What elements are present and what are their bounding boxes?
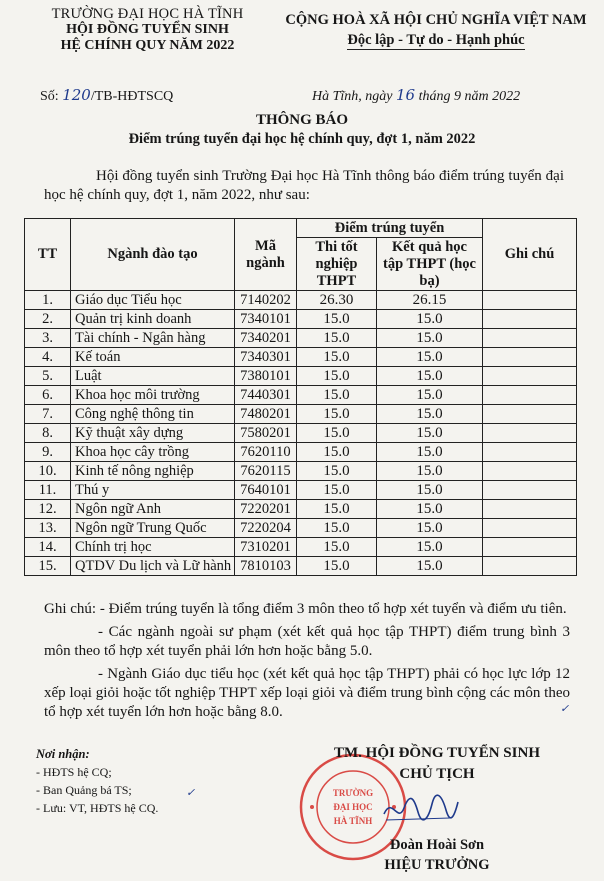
row-transcript-score: 15.0 bbox=[377, 367, 483, 386]
row-note bbox=[483, 386, 577, 405]
row-code: 7340101 bbox=[235, 310, 297, 329]
row-exam-score: 26.30 bbox=[297, 291, 377, 310]
row-transcript-score: 15.0 bbox=[377, 443, 483, 462]
row-number: 14. bbox=[25, 538, 71, 557]
header-code: Mã ngành bbox=[235, 219, 297, 291]
row-exam-score: 15.0 bbox=[297, 405, 377, 424]
signature-role: CHỦ TỊCH bbox=[399, 766, 475, 782]
table-row bbox=[25, 557, 577, 576]
header-exam: Thi tốt nghiệp THPT bbox=[297, 238, 377, 291]
row-code: 7480201 bbox=[235, 405, 297, 424]
row-transcript-score: 15.0 bbox=[377, 519, 483, 538]
row-number: 4. bbox=[25, 348, 71, 367]
row-transcript-score: 15.0 bbox=[377, 310, 483, 329]
row-exam-score: 15.0 bbox=[297, 367, 377, 386]
row-exam-score: 15.0 bbox=[297, 310, 377, 329]
council-name: HỘI ĐỒNG TUYỂN SINH bbox=[66, 22, 229, 37]
table-row bbox=[25, 405, 577, 424]
place-date bbox=[312, 86, 520, 105]
row-code: 7440301 bbox=[235, 386, 297, 405]
row-number: 5. bbox=[25, 367, 71, 386]
row-exam-score: 15.0 bbox=[297, 443, 377, 462]
table-row bbox=[25, 538, 577, 557]
row-code: 7620115 bbox=[235, 462, 297, 481]
row-exam-score: 15.0 bbox=[297, 348, 377, 367]
row-code: 7620110 bbox=[235, 443, 297, 462]
row-transcript-score: 15.0 bbox=[377, 500, 483, 519]
header-transcript: Kết quả học tập THPT (học bạ) bbox=[377, 238, 483, 291]
row-note bbox=[483, 481, 577, 500]
handwritten-initial-icon: ✓ bbox=[560, 702, 570, 715]
document-reference bbox=[40, 86, 173, 105]
council-scope: HỆ CHÍNH QUY NĂM 2022 bbox=[60, 38, 235, 53]
row-note bbox=[483, 405, 577, 424]
row-major: Công nghệ thông tin bbox=[71, 405, 235, 424]
svg-text:HÀ TĨNH: HÀ TĨNH bbox=[333, 816, 373, 826]
row-code: 7640101 bbox=[235, 481, 297, 500]
row-transcript-score: 15.0 bbox=[377, 329, 483, 348]
row-code: 7580201 bbox=[235, 424, 297, 443]
row-note bbox=[483, 367, 577, 386]
signatory-position: HIỆU TRƯỞNG bbox=[384, 857, 490, 873]
table-row bbox=[25, 481, 577, 500]
table-row bbox=[25, 386, 577, 405]
row-exam-score: 15.0 bbox=[297, 557, 377, 576]
row-number: 12. bbox=[25, 500, 71, 519]
row-major: Kế toán bbox=[71, 348, 235, 367]
row-note bbox=[483, 519, 577, 538]
notes-section bbox=[44, 600, 570, 722]
row-exam-score: 15.0 bbox=[297, 329, 377, 348]
table-row bbox=[25, 500, 577, 519]
row-number: 3. bbox=[25, 329, 71, 348]
row-major: Giáo dục Tiểu học bbox=[71, 291, 235, 310]
row-exam-score: 15.0 bbox=[297, 481, 377, 500]
row-number: 8. bbox=[25, 424, 71, 443]
table-row bbox=[25, 348, 577, 367]
recipient-item: - Ban Quảng bá TS; bbox=[36, 783, 132, 797]
intro-paragraph: Hội đồng tuyển sinh Trường Đại học Hà Tĩnh thông báo điểm trúng tuyển đại học hệ chính quy, đợt 1, năm 2022, như sau: bbox=[44, 168, 564, 203]
row-transcript-score: 26.15 bbox=[377, 291, 483, 310]
row-code: 7340201 bbox=[235, 329, 297, 348]
svg-text:TRƯỜNG: TRƯỜNG bbox=[332, 788, 374, 798]
row-note bbox=[483, 500, 577, 519]
table-row bbox=[25, 443, 577, 462]
row-number: 13. bbox=[25, 519, 71, 538]
row-note bbox=[483, 310, 577, 329]
row-note bbox=[483, 538, 577, 557]
row-note bbox=[483, 443, 577, 462]
table-row bbox=[25, 367, 577, 386]
recipient-item: - HĐTS hệ CQ; bbox=[36, 765, 112, 779]
national-header bbox=[268, 10, 604, 50]
row-exam-score: 15.0 bbox=[297, 500, 377, 519]
row-transcript-score: 15.0 bbox=[377, 386, 483, 405]
row-number: 7. bbox=[25, 405, 71, 424]
signature-block bbox=[270, 745, 604, 881]
row-transcript-score: 15.0 bbox=[377, 557, 483, 576]
table-row bbox=[25, 424, 577, 443]
row-note bbox=[483, 462, 577, 481]
row-number: 6. bbox=[25, 386, 71, 405]
university-name: TRƯỜNG ĐẠI HỌC HÀ TĨNH bbox=[51, 6, 244, 22]
place-date-prefix: Hà Tĩnh, ngày bbox=[312, 89, 393, 104]
table-row bbox=[25, 291, 577, 310]
recipients-title: Nơi nhận: bbox=[36, 747, 90, 761]
row-code: 7380101 bbox=[235, 367, 297, 386]
row-major: Chính trị học bbox=[71, 538, 235, 557]
row-transcript-score: 15.0 bbox=[377, 348, 483, 367]
row-note bbox=[483, 291, 577, 310]
row-note bbox=[483, 424, 577, 443]
table-row bbox=[25, 329, 577, 348]
row-major: Luật bbox=[71, 367, 235, 386]
row-code: 7340301 bbox=[235, 348, 297, 367]
date-day: 16 bbox=[396, 86, 416, 104]
row-note bbox=[483, 557, 577, 576]
row-code: 7220201 bbox=[235, 500, 297, 519]
row-exam-score: 15.0 bbox=[297, 538, 377, 557]
row-major: Khoa học cây trồng bbox=[71, 443, 235, 462]
recipients-block bbox=[36, 745, 158, 817]
header-major: Ngành đào tạo bbox=[71, 219, 235, 291]
note-3: - Ngành Giáo dục tiểu học (xét kết quả học tập THPT) phải có học lực lớp 12 xếp loại giỏi hoặc tốt nghiệp THPT xếp loại giỏi và điểm trung bình cộng các môn theo tổ hợp xét tuyển lớn hơn hoặc bằng 8.0. bbox=[44, 666, 570, 720]
signature-title: TM. HỘI ĐỒNG TUYỂN SINH bbox=[333, 745, 540, 761]
row-exam-score: 15.0 bbox=[297, 462, 377, 481]
place-date-suffix: tháng 9 năm 2022 bbox=[418, 89, 521, 104]
signatory-name: Đoàn Hoài Sơn bbox=[389, 837, 485, 853]
table-row bbox=[25, 310, 577, 329]
row-major: Ngôn ngữ Anh bbox=[71, 500, 235, 519]
row-transcript-score: 15.0 bbox=[377, 424, 483, 443]
document-subtitle: Điểm trúng tuyển đại học hệ chính quy, đợt 1, năm 2022 bbox=[128, 131, 476, 147]
note-2: - Các ngành ngoài sư phạm (xét kết quả học tập THPT) điểm trung bình 3 môn theo tổ hợp xét tuyển phải lớn hơn hoặc bằng 5.0. bbox=[44, 624, 570, 659]
table-row bbox=[25, 519, 577, 538]
row-code: 7140202 bbox=[235, 291, 297, 310]
row-transcript-score: 15.0 bbox=[377, 538, 483, 557]
recipient-item: - Lưu: VT, HĐTS hệ CQ. bbox=[36, 801, 159, 815]
row-code: 7810103 bbox=[235, 557, 297, 576]
row-major: Quản trị kinh doanh bbox=[71, 310, 235, 329]
header-score-group: Điểm trúng tuyển bbox=[297, 219, 483, 238]
row-transcript-score: 15.0 bbox=[377, 481, 483, 500]
issuer-header bbox=[20, 6, 275, 54]
row-major: QTDV Du lịch và Lữ hành bbox=[71, 557, 235, 576]
admission-score-table bbox=[24, 218, 577, 576]
national-motto: Độc lập - Tự do - Hạnh phúc bbox=[347, 32, 525, 48]
reference-suffix: /TB-HĐTSCQ bbox=[90, 89, 174, 104]
row-note bbox=[483, 348, 577, 367]
handwritten-initial-icon: ✓ bbox=[186, 786, 196, 799]
row-code: 7220204 bbox=[235, 519, 297, 538]
row-major: Kỹ thuật xây dựng bbox=[71, 424, 235, 443]
header-note: Ghi chú bbox=[483, 219, 577, 291]
row-transcript-score: 15.0 bbox=[377, 462, 483, 481]
document-title: THÔNG BÁO bbox=[255, 112, 349, 128]
row-code: 7310201 bbox=[235, 538, 297, 557]
row-number: 10. bbox=[25, 462, 71, 481]
row-major: Kinh tế nông nghiệp bbox=[71, 462, 235, 481]
row-exam-score: 15.0 bbox=[297, 386, 377, 405]
row-number: 11. bbox=[25, 481, 71, 500]
row-exam-score: 15.0 bbox=[297, 519, 377, 538]
row-major: Ngôn ngữ Trung Quốc bbox=[71, 519, 235, 538]
reference-prefix: Số: bbox=[40, 89, 59, 104]
header-tt: TT bbox=[25, 219, 71, 291]
table-row bbox=[25, 462, 577, 481]
row-number: 9. bbox=[25, 443, 71, 462]
table-body bbox=[25, 291, 577, 576]
row-major: Khoa học môi trường bbox=[71, 386, 235, 405]
row-exam-score: 15.0 bbox=[297, 424, 377, 443]
row-major: Thú y bbox=[71, 481, 235, 500]
svg-text:ĐẠI HỌC: ĐẠI HỌC bbox=[333, 802, 373, 812]
row-number: 2. bbox=[25, 310, 71, 329]
row-number: 15. bbox=[25, 557, 71, 576]
row-transcript-score: 15.0 bbox=[377, 405, 483, 424]
row-note bbox=[483, 329, 577, 348]
row-number: 1. bbox=[25, 291, 71, 310]
note-1: Ghi chú: - Điểm trúng tuyển là tổng điểm 3 môn theo tổ hợp xét tuyển và điểm ưu tiên. bbox=[44, 601, 567, 617]
reference-number: 120 bbox=[62, 86, 91, 104]
row-major: Tài chính - Ngân hàng bbox=[71, 329, 235, 348]
country-name: CỘNG HOÀ XÃ HỘI CHỦ NGHĨA VIỆT NAM bbox=[285, 12, 587, 28]
